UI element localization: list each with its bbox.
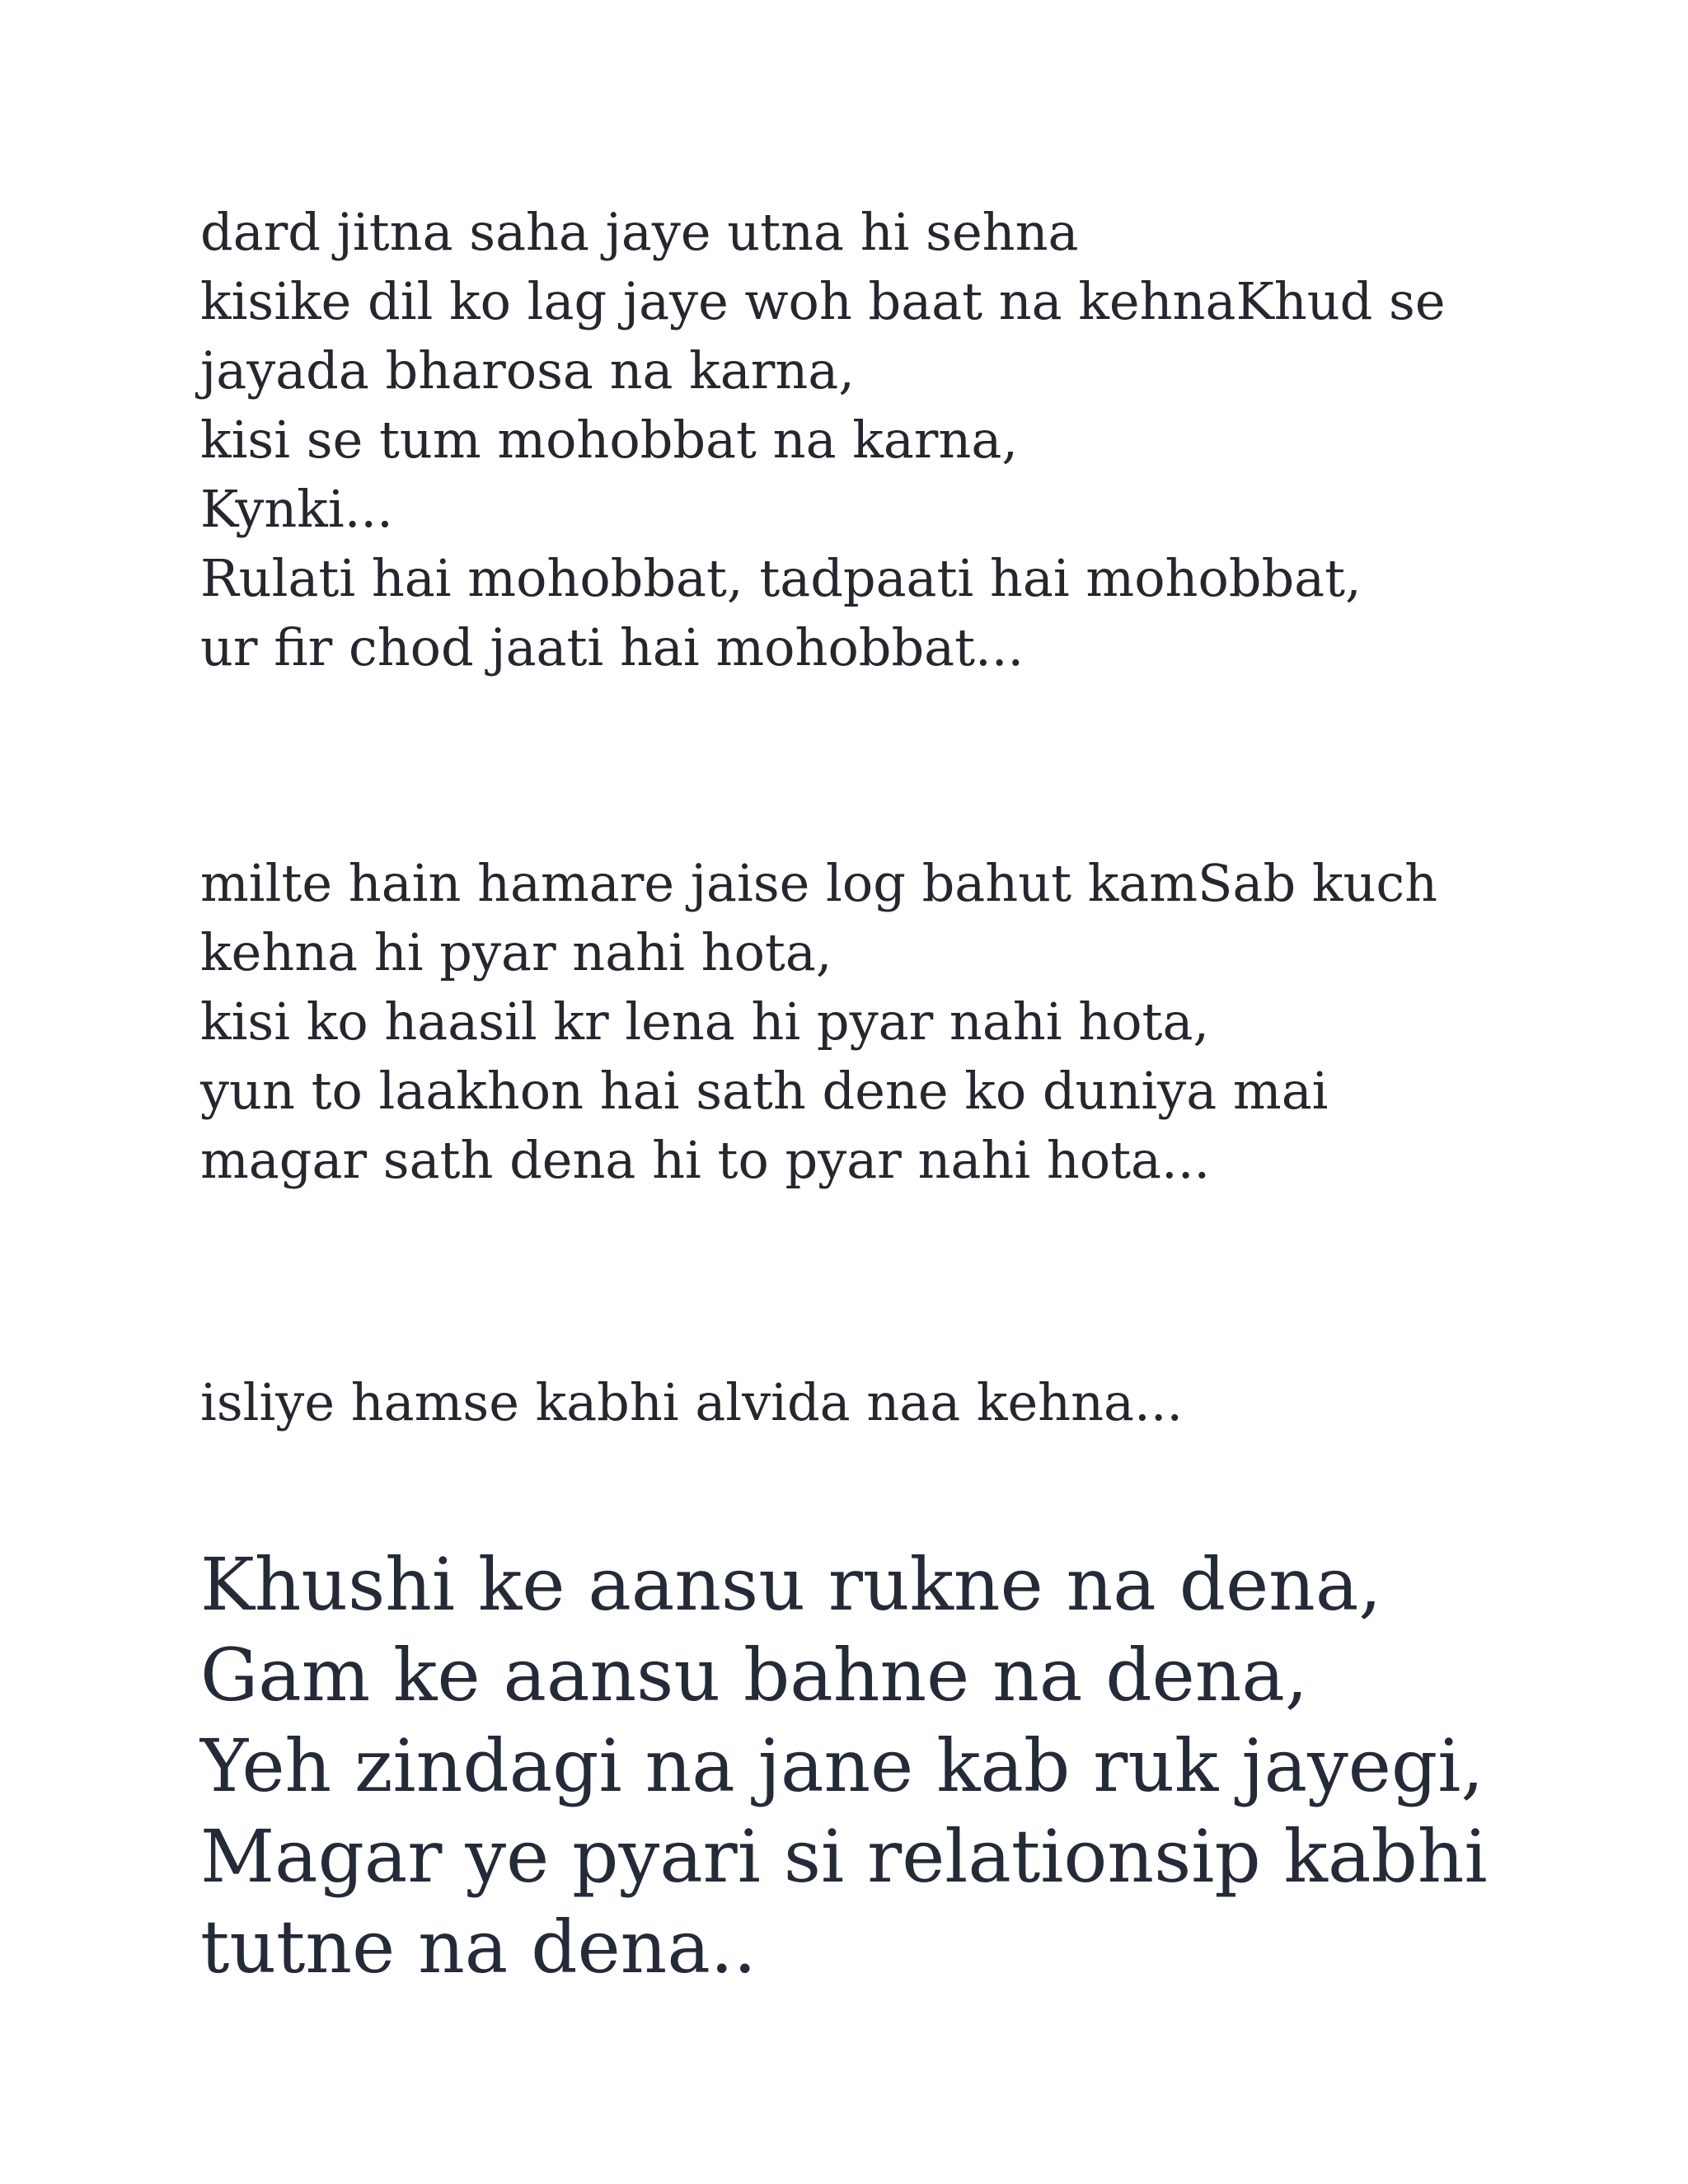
poem-line: Gam ke aansu bahne na dena,: [200, 1633, 1308, 1718]
stanza-two: [200, 849, 1519, 1195]
poem-line: kisi se tum mohobbat na karna,: [200, 410, 1019, 470]
poem-line: isliye hamse kabhi alvida naa kehna...: [200, 1372, 1184, 1432]
poem-line: magar sath dena hi to pyar nahi hota...: [200, 1130, 1211, 1190]
poem-line: kehna hi pyar nahi hota,: [200, 922, 832, 982]
poem-line: milte hain hamare jaise log bahut kamSab kuch: [200, 853, 1438, 913]
poem-line: kisi ko haasil kr lena hi pyar nahi hota,: [200, 991, 1210, 1052]
poem-line: yun to laakhon hai sath dene ko duniya mai: [200, 1061, 1329, 1121]
poem-line: dard jitna saha jaye utna hi sehna: [200, 202, 1079, 262]
poem-line: Magar ye pyari si relationsip kabhi: [200, 1814, 1488, 1899]
poem-line: ur fir chod jaati hai mohobbat...: [200, 617, 1025, 677]
stanza-three: [200, 1368, 1519, 1437]
poem-line: Yeh zindagi na jane kab ruk jayegi,: [200, 1723, 1484, 1808]
poem-line: Kynki...: [200, 479, 393, 539]
poem-line: tutne na dena..: [200, 1905, 757, 1990]
stanza-one: [200, 198, 1519, 682]
poem-line: kisike dil ko lag jaye woh baat na kehnaKhud se: [200, 271, 1446, 331]
poem-line: jayada bharosa na karna,: [200, 340, 855, 401]
poem-line: Khushi ke aansu rukne na dena,: [200, 1542, 1382, 1627]
stanza-four: [200, 1540, 1519, 1993]
poem-line: Rulati hai mohobbat, tadpaati hai mohobbat,: [200, 548, 1362, 608]
